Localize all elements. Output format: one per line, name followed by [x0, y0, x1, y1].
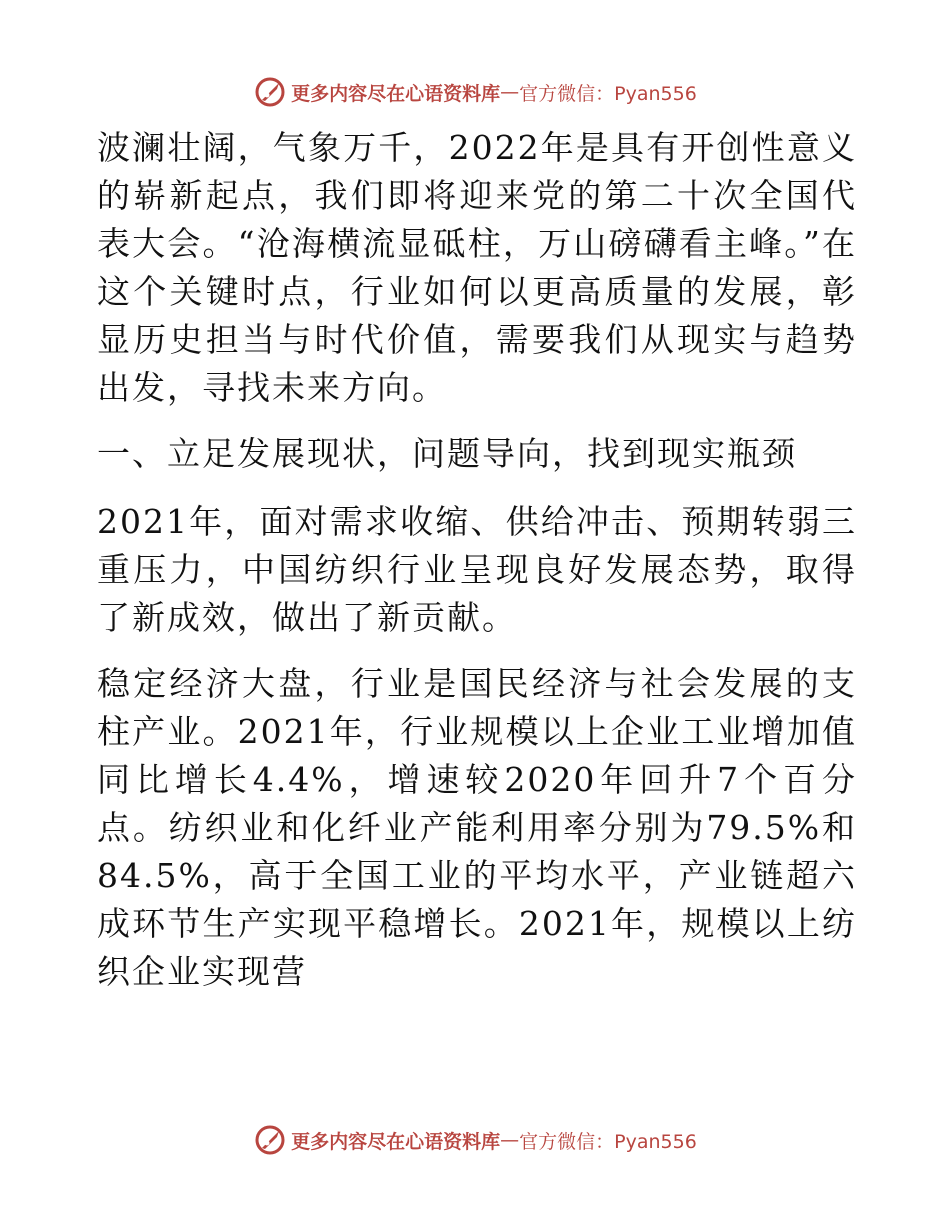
paragraph-economy: 稳定经济大盘，行业是国民经济与社会发展的支柱产业。2021年，行业规模以上企业工业增加值同比增长4.4%，增速较2020年回升7个百分点。纺织业和化纤业产能利用率分别为79.5%和84.5%，高于全国工业的平均水平，产业链超六成环节生产实现平稳增长。2021年，规模以上纺织企业实现营 [97, 664, 857, 991]
paragraph-intro: 波澜壮阔，气象万千，2022年是具有开创性意义的崭新起点，我们即将迎来党的第二十次全国代表大会。“沧海横流显砥柱，万山磅礴看主峰。”在这个关键时点，行业如何以更高质量的发展，彰显历史担当与时代价值，需要我们从现实与趋势出发，寻找未来方向。 [97, 128, 857, 407]
watermark-contact: 官方微信：Pyan556 [519, 1130, 697, 1153]
watermark-header [0, 72, 950, 112]
section-heading: 一、立足发展现状，问题导向，找到现实瓶颈 [97, 434, 797, 473]
paragraph-2021-overview: 2021年，面对需求收缩、供给冲击、预期转弱三重压力，中国纺织行业呈现良好发展态势，取得了新成效，做出了新贡献。 [97, 502, 857, 637]
pen-logo-icon [253, 75, 287, 109]
pen-logo-icon [253, 1123, 287, 1157]
watermark-brand: 更多内容尽在心语资料库 [291, 82, 501, 105]
watermark-footer [0, 1120, 950, 1160]
watermark-brand: 更多内容尽在心语资料库 [291, 1130, 501, 1153]
watermark-contact: 官方微信：Pyan556 [519, 82, 697, 105]
watermark-separator: — [500, 1129, 520, 1151]
watermark-separator: — [500, 81, 520, 103]
document-body [97, 124, 857, 1014]
